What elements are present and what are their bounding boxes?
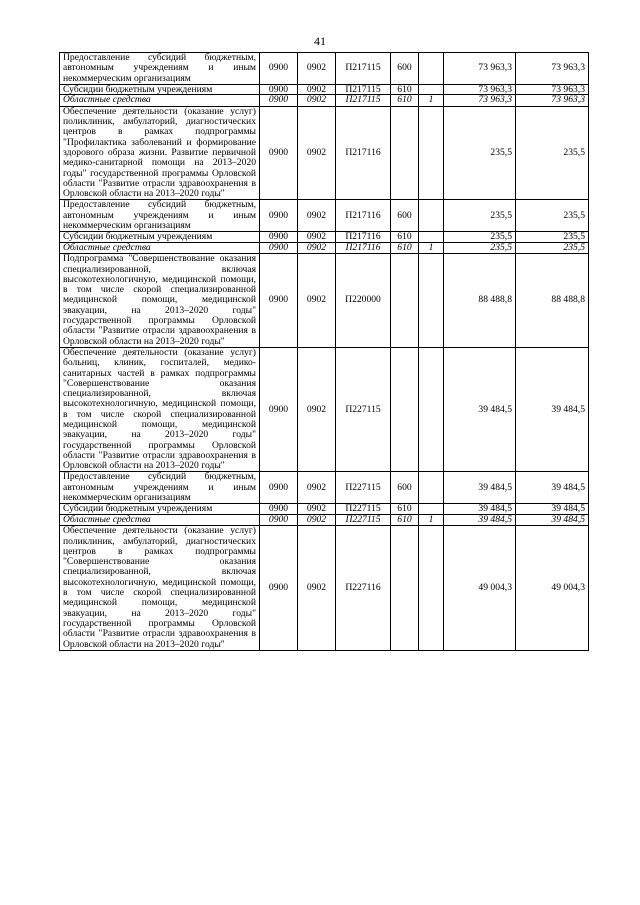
target-article-cell: П217115 — [336, 84, 391, 95]
amount-cell: 235,5 — [516, 106, 589, 200]
amount-cell: 49 004,3 — [516, 526, 589, 651]
expense-type-cell: 610 — [391, 514, 419, 525]
source-code-cell — [419, 526, 444, 651]
source-code-cell — [419, 200, 444, 232]
section-code-cell: 0900 — [260, 514, 298, 525]
row-name-cell: Обеспечение деятельности (оказание услуг) больниц, клиник, госпиталей, медико-санитарных частей в рамках подпрограммы "Совершенствование оказания специализированной, включая высокотехнологичную, медицинской помощи, в том числе скорой специализированной медицинской помощи, медицинской эвакуации, на 2013–2020 годы" государственной программы Орловской области "Развитие отрасли здравоохранения в Орловской области на 2013–2020 годы" — [60, 347, 260, 472]
expense-type-cell: 610 — [391, 95, 419, 106]
table-row — [60, 53, 589, 85]
section-code-cell: 0900 — [260, 254, 298, 348]
amount-cell: 73 963,3 — [516, 53, 589, 85]
amount-cell: 39 484,5 — [516, 347, 589, 472]
source-code-cell: 1 — [419, 95, 444, 106]
subsection-code-cell: 0902 — [298, 84, 336, 95]
section-code-cell: 0900 — [260, 347, 298, 472]
amount-cell: 235,5 — [444, 200, 516, 232]
source-code-cell — [419, 84, 444, 95]
amount-cell: 235,5 — [516, 242, 589, 253]
amount-cell: 235,5 — [516, 200, 589, 232]
source-code-cell — [419, 232, 444, 243]
subsection-code-cell: 0902 — [298, 106, 336, 200]
subsection-code-cell: 0902 — [298, 242, 336, 253]
subsection-code-cell: 0902 — [298, 232, 336, 243]
amount-cell: 39 484,5 — [444, 472, 516, 504]
section-code-cell: 0900 — [260, 106, 298, 200]
source-code-cell — [419, 472, 444, 504]
target-article-cell: П227115 — [336, 347, 391, 472]
amount-cell: 39 484,5 — [444, 504, 516, 515]
target-article-cell: П227116 — [336, 526, 391, 651]
row-name-cell: Субсидии бюджетным учреждениям — [60, 504, 260, 515]
row-name-cell: Предоставление субсидий бюджетным, автономным учреждениям и иным некоммерческим организациям — [60, 472, 260, 504]
amount-cell: 88 488,8 — [516, 254, 589, 348]
target-article-cell: П217115 — [336, 53, 391, 85]
source-code-cell: 1 — [419, 242, 444, 253]
subsection-code-cell: 0902 — [298, 504, 336, 515]
target-article-cell: П227115 — [336, 514, 391, 525]
target-article-cell: П220000 — [336, 254, 391, 348]
expense-type-cell: 600 — [391, 472, 419, 504]
amount-cell: 49 004,3 — [444, 526, 516, 651]
section-code-cell: 0900 — [260, 232, 298, 243]
table-row — [60, 232, 589, 243]
subsection-code-cell: 0902 — [298, 526, 336, 651]
table-row — [60, 504, 589, 515]
section-code-cell: 0900 — [260, 53, 298, 85]
section-code-cell: 0900 — [260, 200, 298, 232]
section-code-cell: 0900 — [260, 242, 298, 253]
section-code-cell: 0900 — [260, 526, 298, 651]
amount-cell: 73 963,3 — [444, 53, 516, 85]
source-code-cell — [419, 106, 444, 200]
amount-cell: 73 963,3 — [444, 84, 516, 95]
subsection-code-cell: 0902 — [298, 472, 336, 504]
row-name-cell: Областные средства — [60, 95, 260, 106]
amount-cell: 39 484,5 — [516, 472, 589, 504]
table-row — [60, 200, 589, 232]
table-row — [60, 242, 589, 253]
source-code-cell — [419, 504, 444, 515]
subsection-code-cell: 0902 — [298, 53, 336, 85]
row-name-cell: Обеспечение деятельности (оказание услуг) поликлиник, амбулаторий, диагностических центров в рамках подпрограммы "Профилактика заболеваний и формирование здорового образа жизни. Развитие первичной медико-санитарной помощи на 2013–2020 годы" государственной программы Орловской области "Развитие отрасли здравоохранения в Орловской области на 2013–2020 годы" — [60, 106, 260, 200]
amount-cell: 73 963,3 — [516, 95, 589, 106]
target-article-cell: П217116 — [336, 106, 391, 200]
amount-cell: 235,5 — [444, 242, 516, 253]
source-code-cell — [419, 254, 444, 348]
budget-table — [59, 52, 589, 651]
section-code-cell: 0900 — [260, 95, 298, 106]
row-name-cell: Обеспечение деятельности (оказание услуг) поликлиник, амбулаторий, диагностических центров в рамках подпрограммы "Совершенствование оказания специализированной, включая высокотехнологичную, медицинской помощи, в том числе скорой специализированной медицинской помощи, медицинской эвакуации, на 2013–2020 годы" государственной программы Орловской области "Развитие отрасли здравоохранения в Орловской области на 2013–2020 годы" — [60, 526, 260, 651]
target-article-cell: П217116 — [336, 242, 391, 253]
table-row — [60, 84, 589, 95]
amount-cell: 73 963,3 — [516, 84, 589, 95]
amount-cell: 39 484,5 — [516, 504, 589, 515]
table-row — [60, 106, 589, 200]
section-code-cell: 0900 — [260, 84, 298, 95]
target-article-cell: П227115 — [336, 472, 391, 504]
budget-table-body — [60, 53, 589, 651]
row-name-cell: Областные средства — [60, 514, 260, 525]
amount-cell: 39 484,5 — [444, 514, 516, 525]
amount-cell: 73 963,3 — [444, 95, 516, 106]
row-name-cell: Подпрограмма "Совершенствование оказания специализированной, включая высокотехнологичную, медицинской помощи, в том числе скорой специализированной медицинской помощи, медицинской эвакуации, на 2013–2020 годы" государственной программы Орловской области "Развитие отрасли здравоохранения в Орловской области на 2013–2020 годы" — [60, 254, 260, 348]
subsection-code-cell: 0902 — [298, 347, 336, 472]
table-row — [60, 472, 589, 504]
source-code-cell: 1 — [419, 514, 444, 525]
table-row — [60, 95, 589, 106]
amount-cell: 88 488,8 — [444, 254, 516, 348]
expense-type-cell: 610 — [391, 504, 419, 515]
source-code-cell — [419, 53, 444, 85]
target-article-cell: П217115 — [336, 95, 391, 106]
table-row — [60, 254, 589, 348]
expense-type-cell — [391, 254, 419, 348]
subsection-code-cell: 0902 — [298, 95, 336, 106]
table-row — [60, 347, 589, 472]
amount-cell: 235,5 — [444, 232, 516, 243]
table-row — [60, 526, 589, 651]
expense-type-cell: 610 — [391, 232, 419, 243]
subsection-code-cell: 0902 — [298, 254, 336, 348]
target-article-cell: П217116 — [336, 232, 391, 243]
expense-type-cell: 600 — [391, 200, 419, 232]
amount-cell: 235,5 — [516, 232, 589, 243]
expense-type-cell: 610 — [391, 242, 419, 253]
expense-type-cell — [391, 526, 419, 651]
expense-type-cell — [391, 106, 419, 200]
row-name-cell: Субсидии бюджетным учреждениям — [60, 232, 260, 243]
table-row — [60, 514, 589, 525]
target-article-cell: П227115 — [336, 504, 391, 515]
subsection-code-cell: 0902 — [298, 200, 336, 232]
amount-cell: 39 484,5 — [516, 514, 589, 525]
subsection-code-cell: 0902 — [298, 514, 336, 525]
amount-cell: 39 484,5 — [444, 347, 516, 472]
row-name-cell: Субсидии бюджетным учреждениям — [60, 84, 260, 95]
amount-cell: 235,5 — [444, 106, 516, 200]
source-code-cell — [419, 347, 444, 472]
expense-type-cell: 600 — [391, 53, 419, 85]
section-code-cell: 0900 — [260, 504, 298, 515]
section-code-cell: 0900 — [260, 472, 298, 504]
expense-type-cell: 610 — [391, 84, 419, 95]
row-name-cell: Областные средства — [60, 242, 260, 253]
expense-type-cell — [391, 347, 419, 472]
target-article-cell: П217116 — [336, 200, 391, 232]
page-number: 41 — [314, 34, 326, 48]
row-name-cell: Предоставление субсидий бюджетным, автономным учреждениям и иным некоммерческим организациям — [60, 200, 260, 232]
row-name-cell: Предоставление субсидий бюджетным, автономным учреждениям и иным некоммерческим организациям — [60, 53, 260, 85]
